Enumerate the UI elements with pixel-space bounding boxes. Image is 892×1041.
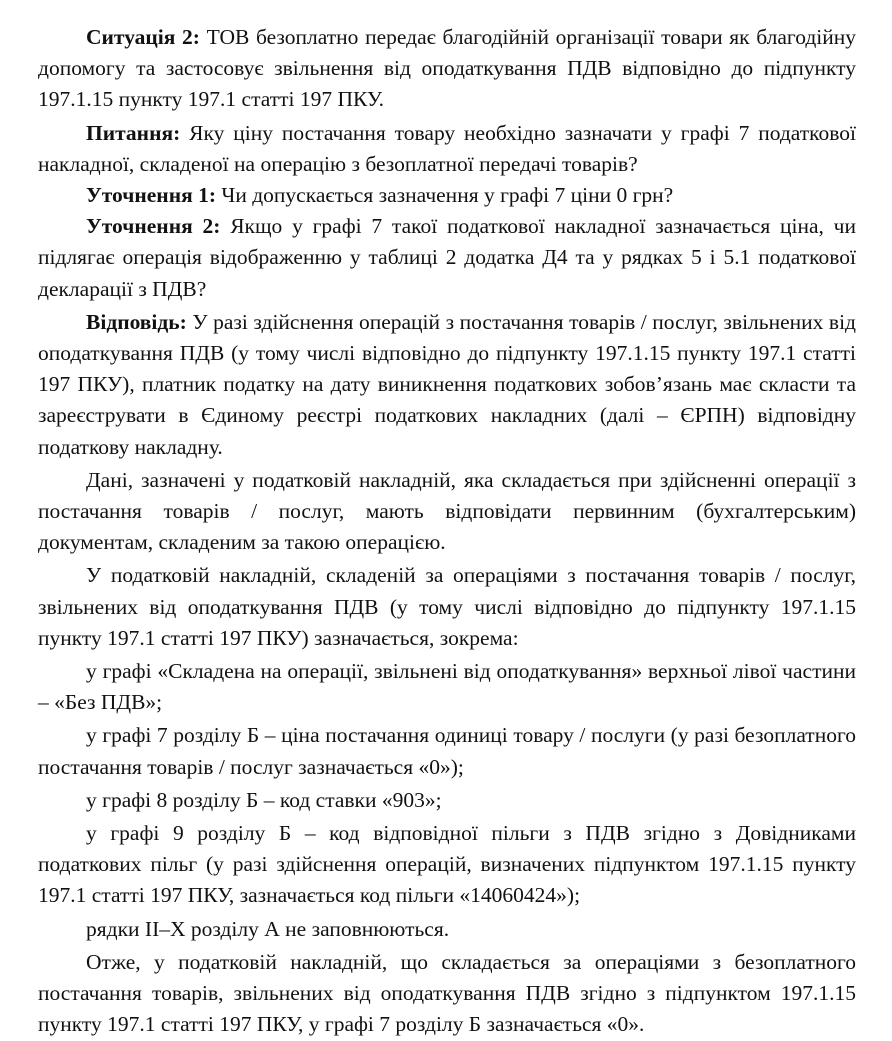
answer-text: У разі здійснення операцій з постачання товарів / послуг, звільнених від оподаткування ПДВ (у тому числі відповідно до підпункту 197.1.15 пункту 197.1 статті 197 ПКУ), платник податку на дату виникнення податкових зобов’язань має скласти та зареєструвати в Єдиному реєстрі податкових накладних (далі – ЄРПН) відповідну податкову накладну. <box>38 309 856 459</box>
situation-label: Ситуація 2: <box>86 25 200 49</box>
question-text: Яку ціну постачання товару необхідно зазначати у графі 7 податкової накладної, складеної на операцію з безоплатної передачі товарів? <box>38 120 856 176</box>
list-item: у графі 7 розділу Б – ціна постачання одиниці товару / послуги (у разі безоплатного постачання товарів / послуг зазначається «0»); <box>38 723 856 779</box>
clarification-2-label: Уточнення 2: <box>86 214 221 239</box>
clarification-1-label: Уточнення 1: <box>86 183 216 208</box>
answer-label: Відповідь: <box>86 309 187 334</box>
answer-paragraph <box>38 307 856 463</box>
question-label: Питання: <box>86 120 181 145</box>
clarification-1-paragraph <box>38 180 856 211</box>
situation-paragraph <box>38 22 856 116</box>
list-item: рядки II–X розділу А не заповнюються. <box>86 916 450 941</box>
clarification-1-text: Чи допускається зазначення у графі 7 ціни 0 грн? <box>216 183 674 208</box>
body-paragraph: У податковій накладній, складеній за операціями з постачання товарів / послуг, звільнених від оподаткування ПДВ (у тому числі відповідно до підпункту 197.1.15 пункту 197.1 статті 197 ПКУ) зазначається, зокрема: <box>38 563 856 650</box>
list-item: у графі «Складена на операції, звільнені від оподаткування» верхньої лівої частини – «Без ПДВ»; <box>38 659 856 715</box>
situation-text: ТОВ безоплатно передає благодійній організації товари як благодійну допомогу та застосовує звільнення від оподаткування ПДВ відповідно до підпункту 197.1.15 пункту 197.1 статті 197 ПКУ. <box>38 25 857 112</box>
list-item: у графі 9 розділу Б – код відповідної пільги з ПДВ згідно з Довідниками податкових пільг (у разі здійснення операцій, визначених підпунктом 197.1.15 пункту 197.1 статті 197 ПКУ, зазначається код пільги «14060424»); <box>38 821 856 908</box>
question-paragraph <box>38 118 856 180</box>
clarification-2-paragraph <box>38 211 856 305</box>
body-paragraph: Дані, зазначені у податковій накладній, яка складається при здійсненні операції з постачання товарів / послуг, мають відповідати первинним (бухгалтерським) документам, складеним за такою операцією. <box>38 467 856 555</box>
list-item: у графі 8 розділу Б – код ставки «903»; <box>86 787 442 812</box>
conclusion-paragraph: Отже, у податковій накладній, що складається за операціями з безоплатного постачання товарів, звільнених від оподаткування ПДВ згідно з підпунктом 197.1.15 пункту 197.1 статті 197 ПКУ, у графі 7 розділу Б зазначається «0». <box>38 949 856 1037</box>
clarification-2-text: Якщо у графі 7 такої податкової накладної зазначається ціна, чи підлягає операція відображенню у таблиці 2 додатка Д4 та у рядках 5 і 5.1 податкової декларації з ПДВ? <box>38 214 856 301</box>
